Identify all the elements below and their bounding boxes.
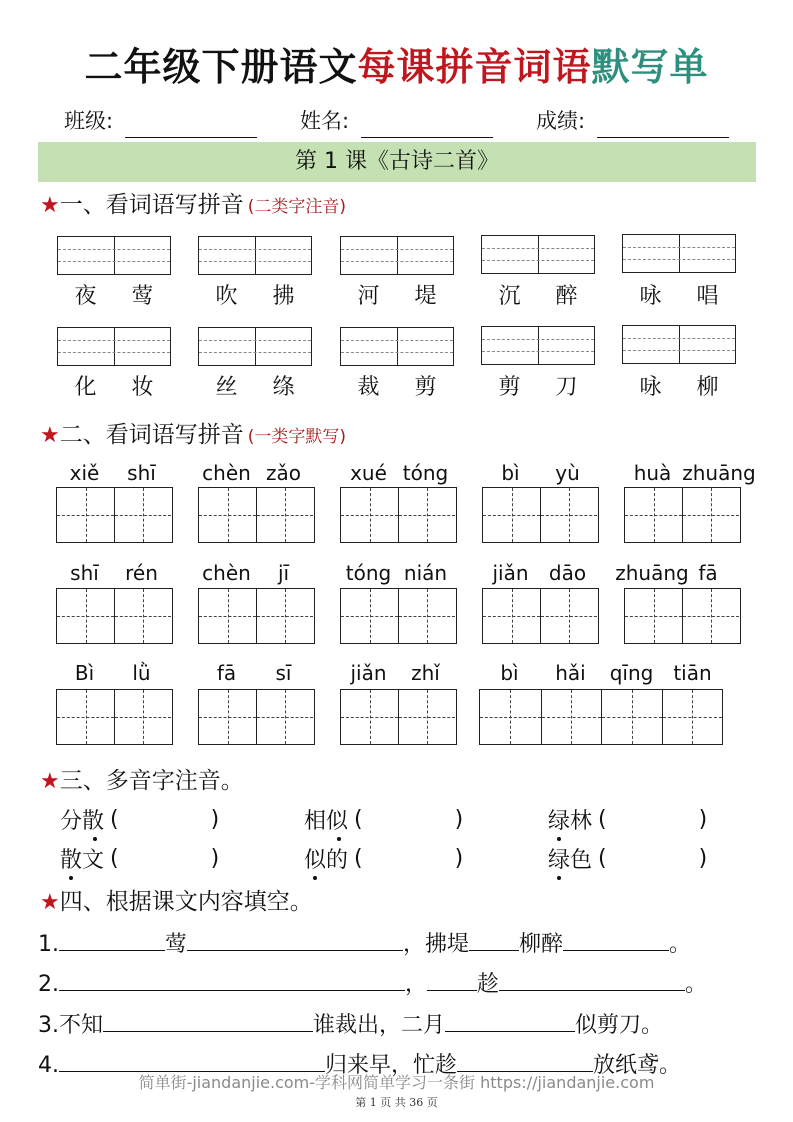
tianzige-box[interactable] <box>198 689 315 745</box>
score-label: 成绩: <box>536 109 586 133</box>
blank[interactable] <box>59 924 165 951</box>
word-item: 丝 绦 <box>215 375 295 400</box>
pinyin-box[interactable] <box>198 327 312 366</box>
section1-heading <box>40 190 346 222</box>
pinyin-label: chèn jī <box>202 561 290 585</box>
pinyin-box[interactable] <box>622 325 736 364</box>
blank[interactable] <box>469 924 519 951</box>
word-item: 剪 刀 <box>498 375 578 400</box>
pinyin-label: jiǎn zhǐ <box>350 661 440 685</box>
tianzige-box-four[interactable] <box>479 689 723 745</box>
pinyin-label: jiǎn dāo <box>492 561 587 585</box>
word-item: 咏 柳 <box>639 375 719 400</box>
name-label: 姓名: <box>300 109 350 133</box>
lesson-title-bar: 第 1 课《古诗二首》 <box>38 142 756 182</box>
polyphone-item[interactable]: 绿色 ( ) <box>548 843 707 874</box>
pinyin-box[interactable] <box>481 235 595 274</box>
star-icon: ★ <box>40 769 60 794</box>
section1-note: (二类字注音) <box>247 197 346 217</box>
pinyin-label: zhuāng fā <box>615 561 718 585</box>
pinyin-label: bì hǎi qīng tiān <box>500 661 712 685</box>
section4-title: 四、根据课文内容填空。 <box>59 889 313 915</box>
pinyin-label: tóng nián <box>345 561 448 585</box>
blank[interactable] <box>457 1045 593 1072</box>
fill-blank-line-4: 4. 归来早，忙趁 放纸鸢。 <box>38 1045 758 1079</box>
section3-title: 三、多音字注音。 <box>59 768 244 794</box>
tianzige-box[interactable] <box>56 588 173 644</box>
section2-note: (一类字默写) <box>247 427 346 447</box>
blank[interactable] <box>563 924 669 951</box>
score-field[interactable] <box>536 104 729 138</box>
pinyin-label: xué tóng <box>350 461 449 485</box>
word-item: 夜 莺 <box>74 284 154 309</box>
tianzige-box[interactable] <box>56 689 173 745</box>
section2-heading <box>40 420 346 452</box>
polyphone-item[interactable]: 分散 ( ) <box>60 804 219 835</box>
star-icon: ★ <box>40 193 60 218</box>
word-item: 咏 唱 <box>639 284 719 309</box>
pinyin-box[interactable] <box>57 327 171 366</box>
page-number: 第 1 页 共 36 页 <box>355 1096 438 1109</box>
fill-blank-line-2: 2. ， 趁 。 <box>38 964 758 998</box>
pinyin-box[interactable] <box>57 236 171 275</box>
blank[interactable] <box>445 1005 575 1032</box>
blank[interactable] <box>59 964 405 991</box>
tianzige-box[interactable] <box>198 487 315 543</box>
blank[interactable] <box>499 964 685 991</box>
title-black-part: 二年级下册语文 <box>84 44 358 89</box>
pinyin-box[interactable] <box>481 326 595 365</box>
pinyin-label: bì yù <box>501 461 580 485</box>
section1-title: 一、看词语写拼音 <box>59 192 244 218</box>
tianzige-box[interactable] <box>624 588 741 644</box>
polyphone-item[interactable]: 散文 ( ) <box>60 843 219 874</box>
page-title <box>0 42 793 92</box>
tianzige-box[interactable] <box>340 588 457 644</box>
name-field[interactable] <box>300 104 493 138</box>
blank[interactable] <box>103 1005 313 1032</box>
pinyin-box[interactable] <box>340 236 454 275</box>
tianzige-box[interactable] <box>340 487 457 543</box>
word-item: 沉 醉 <box>498 284 578 309</box>
polyphone-row <box>60 804 760 838</box>
pinyin-label: fā sī <box>216 661 292 685</box>
tianzige-box[interactable] <box>624 487 741 543</box>
pinyin-box[interactable] <box>622 234 736 273</box>
polyphone-row <box>60 843 760 877</box>
title-red-part: 每课拼音词语 <box>357 44 592 89</box>
student-info-row <box>64 104 754 140</box>
tianzige-box[interactable] <box>482 588 599 644</box>
watermark-text: 简单街-jiandanjie.com-学科网简单学习一条街 https://jiandanjie.com <box>138 1073 655 1092</box>
pinyin-label: chèn zǎo <box>202 461 301 485</box>
class-field[interactable] <box>64 104 257 138</box>
blank[interactable] <box>427 964 477 991</box>
pinyin-box[interactable] <box>198 236 312 275</box>
word-item: 河 堤 <box>357 284 437 309</box>
blank[interactable] <box>187 924 403 951</box>
pinyin-label: Bì lǜ <box>74 661 151 685</box>
pinyin-label: xiě shī <box>69 461 156 485</box>
section3-heading <box>40 766 244 797</box>
section2-title: 二、看词语写拼音 <box>59 422 244 448</box>
pinyin-label: shī rén <box>70 561 158 585</box>
pinyin-label: huà zhuāng <box>633 461 756 485</box>
star-icon: ★ <box>40 890 60 915</box>
section4-heading <box>40 887 313 918</box>
star-icon: ★ <box>40 423 60 448</box>
name-input-line[interactable] <box>361 111 493 138</box>
tianzige-box[interactable] <box>340 689 457 745</box>
polyphone-item[interactable]: 绿林 ( ) <box>548 804 707 835</box>
fill-blank-line-1: 1. 莺 ，拂堤 柳醉 。 <box>38 924 758 958</box>
blank[interactable] <box>59 1045 325 1072</box>
tianzige-box[interactable] <box>482 487 599 543</box>
tianzige-box[interactable] <box>198 588 315 644</box>
word-item: 吹 拂 <box>215 284 295 309</box>
class-label: 班级: <box>64 109 114 133</box>
polyphone-item[interactable]: 似的 ( ) <box>304 843 463 874</box>
polyphone-item[interactable]: 相似 ( ) <box>304 804 463 835</box>
score-input-line[interactable] <box>597 111 729 138</box>
fill-blank-line-3: 3.不知 谁裁出，二月 似剪刀。 <box>38 1005 758 1039</box>
title-green-part: 默写单 <box>591 44 709 89</box>
word-item: 化 妆 <box>74 375 154 400</box>
word-item: 裁 剪 <box>357 375 437 400</box>
pinyin-box[interactable] <box>340 327 454 366</box>
tianzige-box[interactable] <box>56 487 173 543</box>
class-input-line[interactable] <box>125 111 257 138</box>
